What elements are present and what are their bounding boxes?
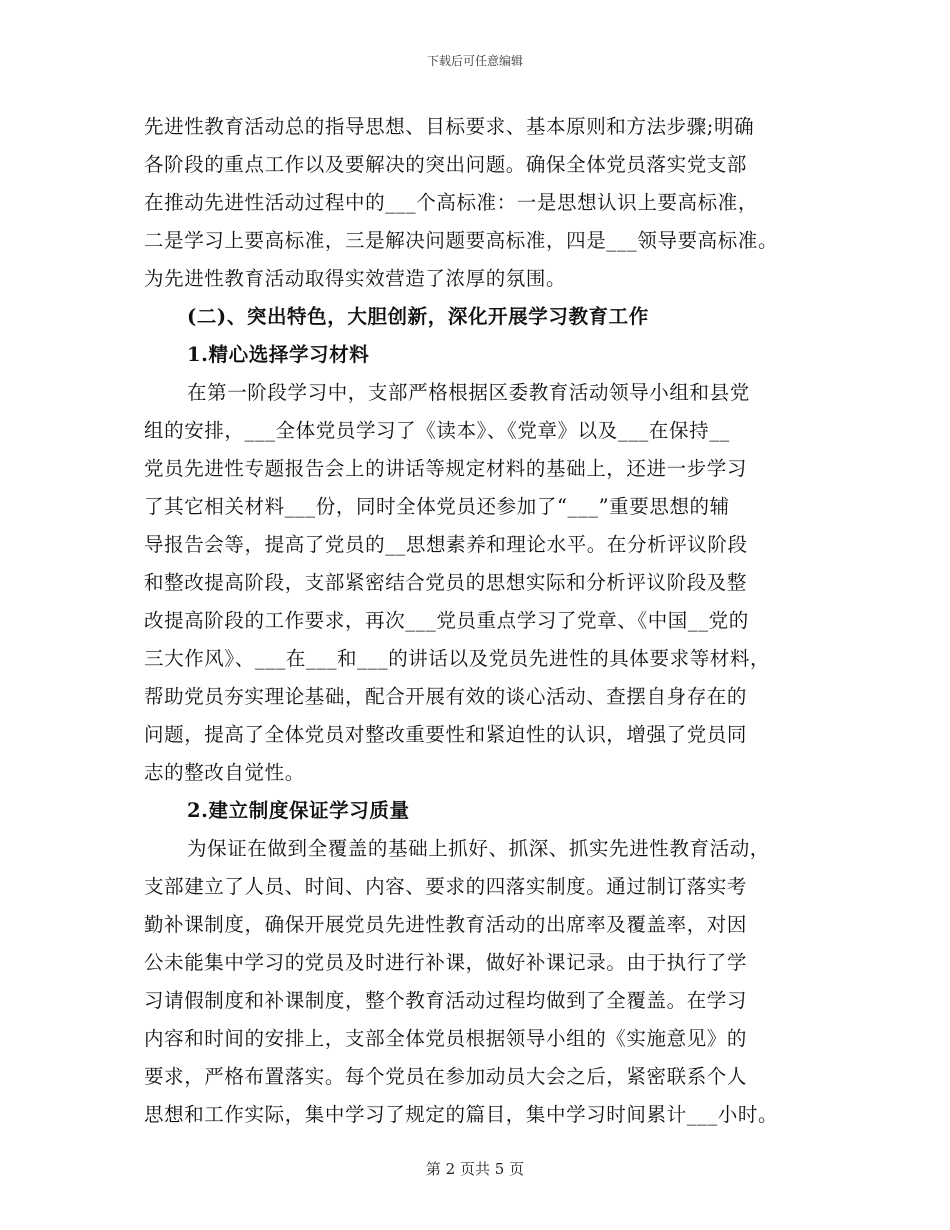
text-line: 为先进性教育活动取得实效营造了浓厚的氛围。 [144, 267, 567, 290]
text-line: 和整改提高阶段，支部紧密结合党员的思想实际和分析评议阶段及整 [144, 571, 748, 594]
text-line: 支部建立了人员、时间、内容、要求的四落实制度。通过制订落实考 [144, 875, 748, 898]
page-footer: 第 2 页共 5 页 [425, 1160, 525, 1178]
text-line: 公未能集中学习的党员及时进行补课，做好补课记录。由于执行了学 [144, 951, 748, 974]
text-line: 勤补课制度，确保开展党员先进性教育活动的出席率及覆盖率，对因 [144, 913, 748, 936]
text-line: 二是学习上要高标准，三是解决问题要高标准，四是___领导要高标准。 [144, 229, 779, 252]
text-line: 志的整改自觉性。 [144, 761, 305, 784]
text-line: 组的安排，___全体党员学习了《读本》、《党章》以及___在保持__ [144, 419, 730, 442]
text-line: 为保证在做到全覆盖的基础上抓好、抓深、抓实先进性教育活动， [187, 837, 770, 860]
section-heading: 2.建立制度保证学习质量 [187, 799, 410, 822]
text-line: 导报告会等，提高了党员的__思想素养和理论水平。在分析评议阶段 [144, 533, 748, 556]
text-line: 在推动先进性活动过程中的___个高标准：一是思想认识上要高标准， [144, 191, 758, 214]
text-line: 要求，严格布置落实。每个党员在参加动员大会之后，紧密联系个人 [144, 1065, 748, 1088]
page-header: 下载后可任意编辑 [426, 54, 523, 68]
text-line: 思想和工作实际，集中学习了规定的篇目，集中学习时间累计___小时。 [144, 1103, 779, 1126]
text-line: 了其它相关材料___份，同时全体党员还参加了“___”重要思想的辅 [144, 495, 730, 518]
text-line: 习请假制度和补课制度，整个教育活动过程均做到了全覆盖。在学习 [144, 989, 748, 1012]
text-line: 党员先进性专题报告会上的讲话等规定材料的基础上，还进一步学习 [144, 457, 748, 480]
text-line: 问题，提高了全体党员对整改重要性和紧迫性的认识，增强了党员同 [144, 723, 748, 746]
section-heading: 1.精心选择学习材料 [187, 343, 370, 366]
text-line: 三大作风》、___在___和___的讲话以及党员先进性的具体要求等材料， [144, 647, 771, 670]
text-line: 改提高阶段的工作要求，再次___党员重点学习了党章、《中国__党的 [144, 609, 749, 632]
text-line: 在第一阶段学习中，支部严格根据区委教育活动领导小组和县党 [187, 381, 750, 404]
section-heading: (二)、突出特色，大胆创新，深化开展学习教育工作 [187, 305, 649, 328]
text-line: 帮助党员夯实理论基础，配合开展有效的谈心活动、查摆自身存在的 [144, 685, 748, 708]
text-line: 各阶段的重点工作以及要解决的突出问题。确保全体党员落实党支部 [144, 153, 748, 176]
text-line: 内容和时间的安排上，支部全体党员根据领导小组的《实施意见》的 [144, 1027, 748, 1050]
document-body [144, 108, 824, 1134]
text-line: 先进性教育活动总的指导思想、目标要求、基本原则和方法步骤;明确 [144, 115, 755, 138]
